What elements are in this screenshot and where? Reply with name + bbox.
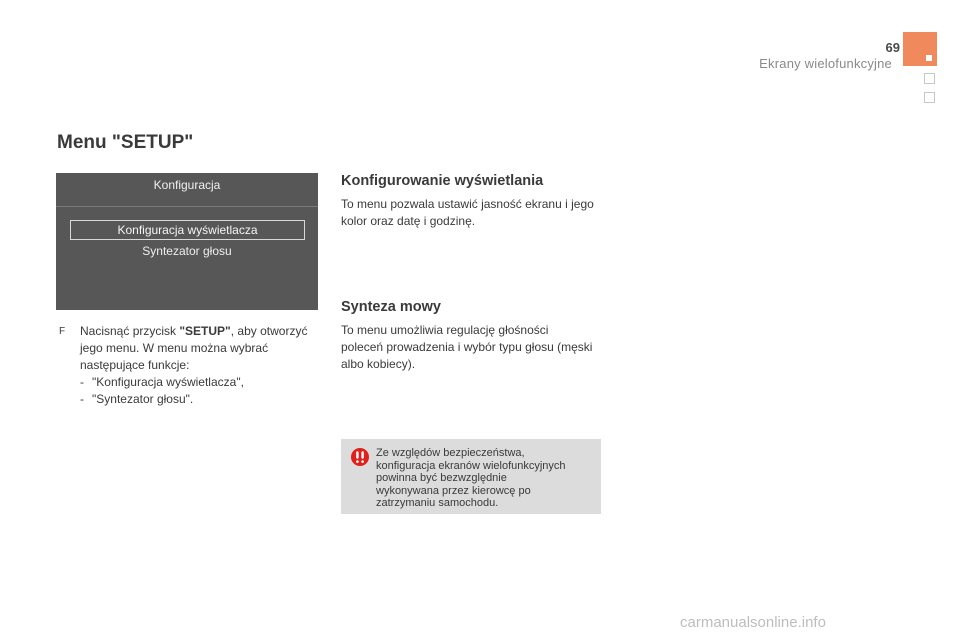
screen-selected-item: Konfiguracja wyświetlacza: [70, 220, 305, 240]
text-line: konfiguracja ekranów wielofunkcyjnych: [376, 459, 566, 472]
screen-divider: [56, 206, 318, 207]
text-line: To menu umożliwia regulację głośności: [341, 323, 549, 337]
pointer-bullet-icon: F: [59, 326, 66, 337]
instructions-list: [57, 323, 319, 408]
text-line: To menu pozwala ustawić jasność ekranu i jego: [341, 197, 594, 211]
text-line: wykonywana przez kierowcę po: [376, 484, 531, 497]
instruction-text: Nacisnąć przycisk: [80, 324, 180, 338]
watermark: carmanualsonline.info: [680, 614, 826, 631]
list-item-text: "Konfiguracja wyświetlacza",: [92, 375, 244, 389]
text-line: Ze względów bezpieczeństwa,: [376, 447, 525, 459]
screen-menu-item: Syntezator głosu: [142, 244, 232, 258]
text-line: albo kobiecy).: [341, 357, 416, 371]
screen-title: Konfiguracja: [153, 178, 221, 192]
chapter-tab-marker: [926, 55, 932, 61]
setup-screen-image: [56, 173, 318, 310]
chapter-tab-box[interactable]: [924, 92, 935, 103]
warning-icon: [351, 448, 369, 466]
speech-section-text: [341, 322, 606, 373]
display-section-heading: Konfigurowanie wyświetlania: [341, 173, 544, 189]
notice-text: [376, 447, 598, 510]
speech-section-heading: Synteza mowy: [341, 299, 441, 315]
chapter-tab[interactable]: [903, 32, 937, 66]
instruction-text: następujące funkcje:: [80, 358, 190, 372]
text-line: poleceń prowadzenia i wybór typu głosu (męski: [341, 340, 593, 354]
setup-button-name: "SETUP": [179, 324, 231, 338]
list-item-text: "Syntezator głosu".: [92, 392, 194, 406]
list-item: [57, 374, 319, 391]
list-item: [57, 391, 319, 408]
instruction-item: [57, 323, 319, 340]
dash-bullet: -: [80, 392, 84, 406]
page-number: 69: [885, 40, 900, 55]
chapter-tab-box[interactable]: [924, 73, 935, 84]
page-title: Menu "SETUP": [57, 132, 194, 153]
text-line: kolor oraz datę i godzinę.: [341, 214, 476, 228]
display-section-text: [341, 196, 606, 230]
section-name: Ekrany wielofunkcyjne: [759, 56, 892, 71]
text-line: powinna być bezwzględnie: [376, 472, 507, 484]
instruction-text: jego menu. W menu można wybrać: [80, 341, 269, 355]
text-line: zatrzymaniu samochodu.: [376, 497, 499, 509]
dash-bullet: -: [80, 375, 84, 389]
instruction-text: , aby otworzyć: [230, 324, 308, 338]
safety-notice: [341, 439, 601, 514]
